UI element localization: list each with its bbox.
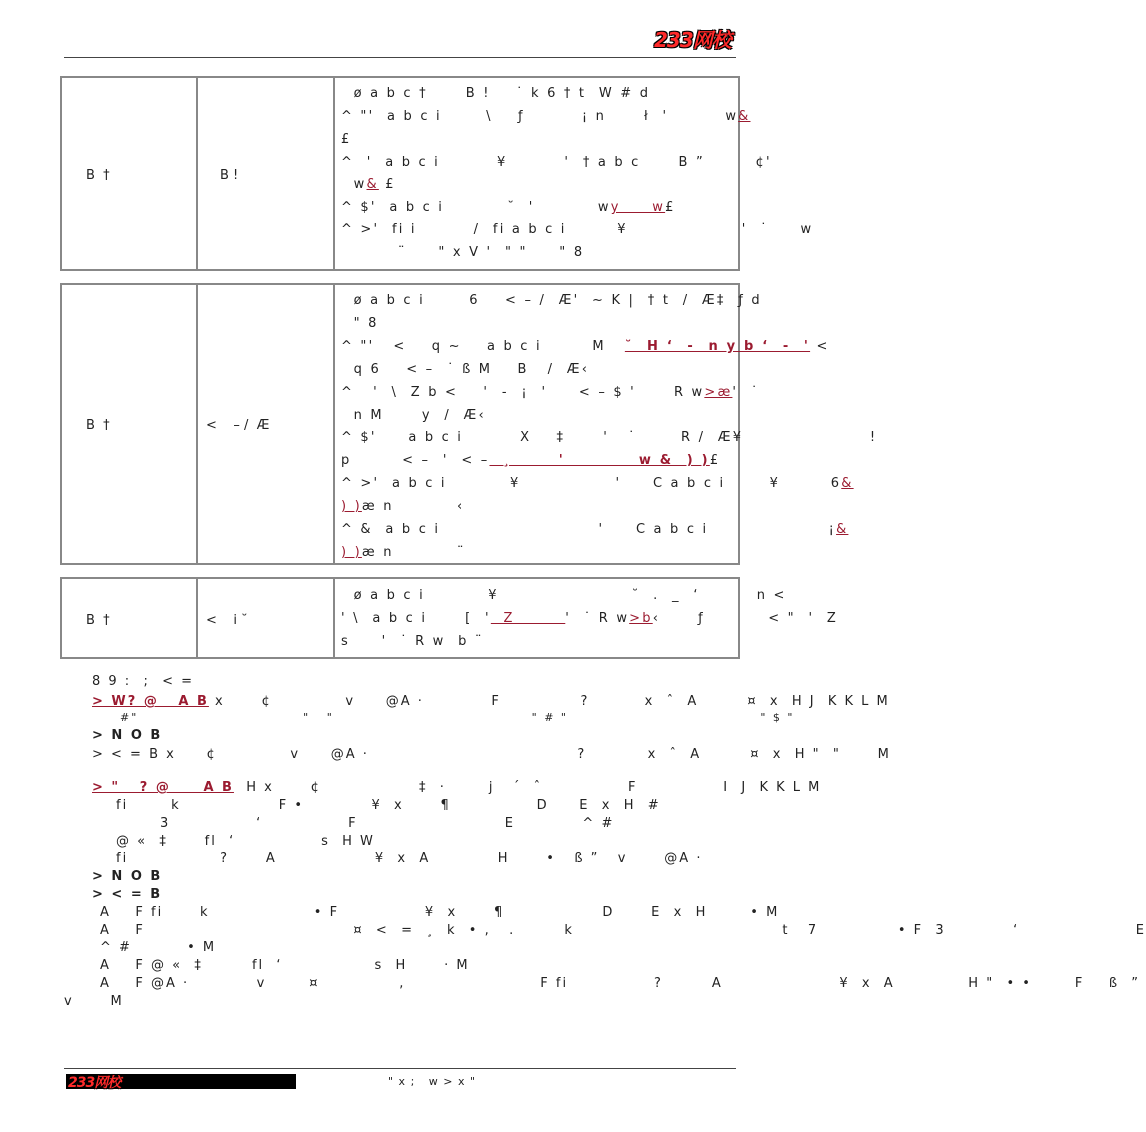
- table-3-line: [341, 611, 838, 626]
- table-1: [60, 76, 740, 271]
- table-1-line: ø a b c † B ! ˙ k 6 † t W # d: [341, 86, 651, 101]
- table-2-line: [341, 339, 830, 354]
- body-line: ^ # • M: [100, 940, 217, 955]
- table-1-link[interactable]: &: [366, 177, 379, 192]
- table-2-line-text: ^ & a b c i ' C a b c i ¡: [341, 522, 837, 537]
- table-3-line: s ' ˙ R w b ¨: [341, 634, 484, 649]
- table-1-line-text: ^ $' a b c i ˘ ' w: [341, 200, 611, 215]
- table-2-link[interactable]: ) ): [341, 499, 362, 514]
- table-1-divider-a: [196, 78, 198, 269]
- table-1-line: [341, 177, 396, 192]
- table-2-line: [341, 453, 720, 468]
- table-2-line: q 6 < – ˙ ß M B / Æ‹: [341, 362, 590, 377]
- table-3-link[interactable]: >b: [629, 611, 653, 626]
- table-1-line-tail: £: [385, 177, 396, 192]
- table-1-col2: B !: [220, 168, 239, 183]
- table-2-link[interactable]: ¸ ' w & ) ): [489, 453, 710, 468]
- table-2-line: [341, 522, 848, 537]
- table-2-col2: < – / Æ: [206, 418, 270, 433]
- table-1-link[interactable]: &: [738, 109, 751, 124]
- body-line-tail: x ¢ v @A · F ? x ˆ A ¤ x H J K K L M: [215, 694, 890, 709]
- body-heading: > < = B: [92, 887, 163, 902]
- table-1-line: ¨ " x V ' " " " 8: [341, 245, 585, 260]
- table-1-line: [341, 200, 676, 215]
- table-2-line-text: ^ ' \ Z b < ' - ¡ ' < – $ ' R w: [341, 385, 705, 400]
- header-divider: [64, 57, 736, 58]
- table-2-line: n M y / Æ‹: [341, 408, 486, 423]
- table-1-line-text: ^ "' a b c i \ ƒ ¡ n ł ' w: [341, 109, 739, 124]
- body-line: A F fi k • F ¥ x ¶ D E x H • M: [100, 905, 780, 920]
- table-1-col1: B †: [86, 168, 110, 183]
- table-3-divider-b: [333, 579, 335, 657]
- table-2-line-text: ^ "' < q ~ a b c i M: [341, 339, 606, 354]
- table-3-col1: B †: [86, 613, 110, 628]
- table-2-line: [341, 499, 464, 514]
- footer-divider: [64, 1068, 736, 1069]
- body-link[interactable]: > W? @ A B: [92, 694, 209, 709]
- body-line-tail: H x ¢ ‡ · j ´ ˆ F I J K K L M: [246, 780, 822, 795]
- body-line: [92, 780, 821, 795]
- body-line: > < = B x ¢ v @A · ? x ˆ A ¤ x H " " M: [92, 747, 891, 762]
- table-2-line-tail: <: [816, 339, 830, 354]
- table-3-line-tail: ‹ ƒ < " ' Z: [652, 611, 839, 626]
- body-line: v M: [64, 994, 124, 1009]
- body-line: A F @ « ‡ fl ‘ s H · M: [100, 958, 470, 973]
- body-line: fi k F • ¥ x ¶ D E x H #: [116, 798, 661, 813]
- body-link[interactable]: > " ? @ A B: [92, 780, 234, 795]
- body-line: A F ¤ < = ¸ k • , . k t 7 • F 3 ‘ E: [100, 923, 1146, 938]
- table-2-link[interactable]: >æ: [704, 385, 733, 400]
- body-line: A F @A · v ¤ , F fi ? A ¥ x A H " • • F ß ”: [100, 976, 1141, 991]
- table-3-link[interactable]: Z: [490, 611, 566, 626]
- table-1-line: [341, 109, 751, 124]
- section-heading: 8 9 : ; < =: [92, 674, 195, 689]
- footer-page-number: " x ; w > x ": [388, 1075, 477, 1088]
- table-1-line-text: w: [341, 177, 367, 192]
- table-1-divider-b: [333, 78, 335, 269]
- body-line: 3 ‘ F E ^ #: [160, 816, 615, 831]
- table-2-link[interactable]: &: [841, 476, 854, 491]
- table-1-line: ^ >' fi i / fi a b c i ¥ ' ˙ w: [341, 222, 814, 237]
- table-2-line-text: æ n ‹: [361, 499, 465, 514]
- table-2-line: ø a b c i 6 < – / Æ' ~ K | † t / Æ‡ ƒ d: [341, 293, 762, 308]
- table-2-line: [341, 545, 466, 560]
- table-2-divider-a: [196, 285, 198, 563]
- body-line: @ « ‡ fl ‘ s H W: [116, 834, 375, 849]
- table-3-line-tail: ' ˙ R w: [565, 611, 630, 626]
- header-logo: 233网校: [654, 28, 731, 52]
- table-3-divider-a: [196, 579, 198, 657]
- table-2-line: [341, 385, 760, 400]
- footer-logo: 233网校: [68, 1075, 121, 1091]
- body-subline: #" " " " # " " $ ": [120, 711, 795, 724]
- table-2-line-text: æ n ¨: [361, 545, 466, 560]
- table-2-divider-b: [333, 285, 335, 563]
- body-line: [92, 694, 890, 709]
- table-1-line: £: [341, 132, 352, 147]
- table-2-line-text: p < – ' < –: [341, 453, 490, 468]
- table-1-line-tail: £: [665, 200, 676, 215]
- table-2-line-text: ^ >' a b c i ¥ ' C a b c i ¥ 6: [341, 476, 842, 491]
- table-3-col2: < i ˘: [206, 613, 248, 628]
- body-heading: > N O B: [92, 869, 163, 884]
- table-2-link[interactable]: ) ): [341, 545, 362, 560]
- table-1-link[interactable]: y w: [610, 200, 666, 215]
- table-2-line-tail: £: [709, 453, 721, 468]
- table-3-line-text: ' \ a b c i [ ': [341, 611, 491, 626]
- table-2-link[interactable]: &: [836, 522, 849, 537]
- table-2-line-tail: ' ˙: [732, 385, 760, 400]
- table-2-col1: B †: [86, 418, 110, 433]
- table-2-line: [341, 476, 854, 491]
- table-2-line: " 8: [341, 316, 379, 331]
- body-heading: > N O B: [92, 728, 163, 743]
- table-2-link[interactable]: ˘ H ‘ - n y b ‘ - ': [624, 339, 811, 354]
- body-line: fi ? A ¥ x A H • ß ” v @A ·: [116, 851, 703, 866]
- table-3-line: ø a b c i ¥ ˘ . _ ‘ n <: [341, 588, 787, 603]
- table-2-line: ^ $' a b c i X ‡ ' ˙ R / Æ¥ !: [341, 430, 878, 445]
- table-1-line: ^ ' a b c i ¥ ' † a b c B ” ¢': [341, 155, 772, 170]
